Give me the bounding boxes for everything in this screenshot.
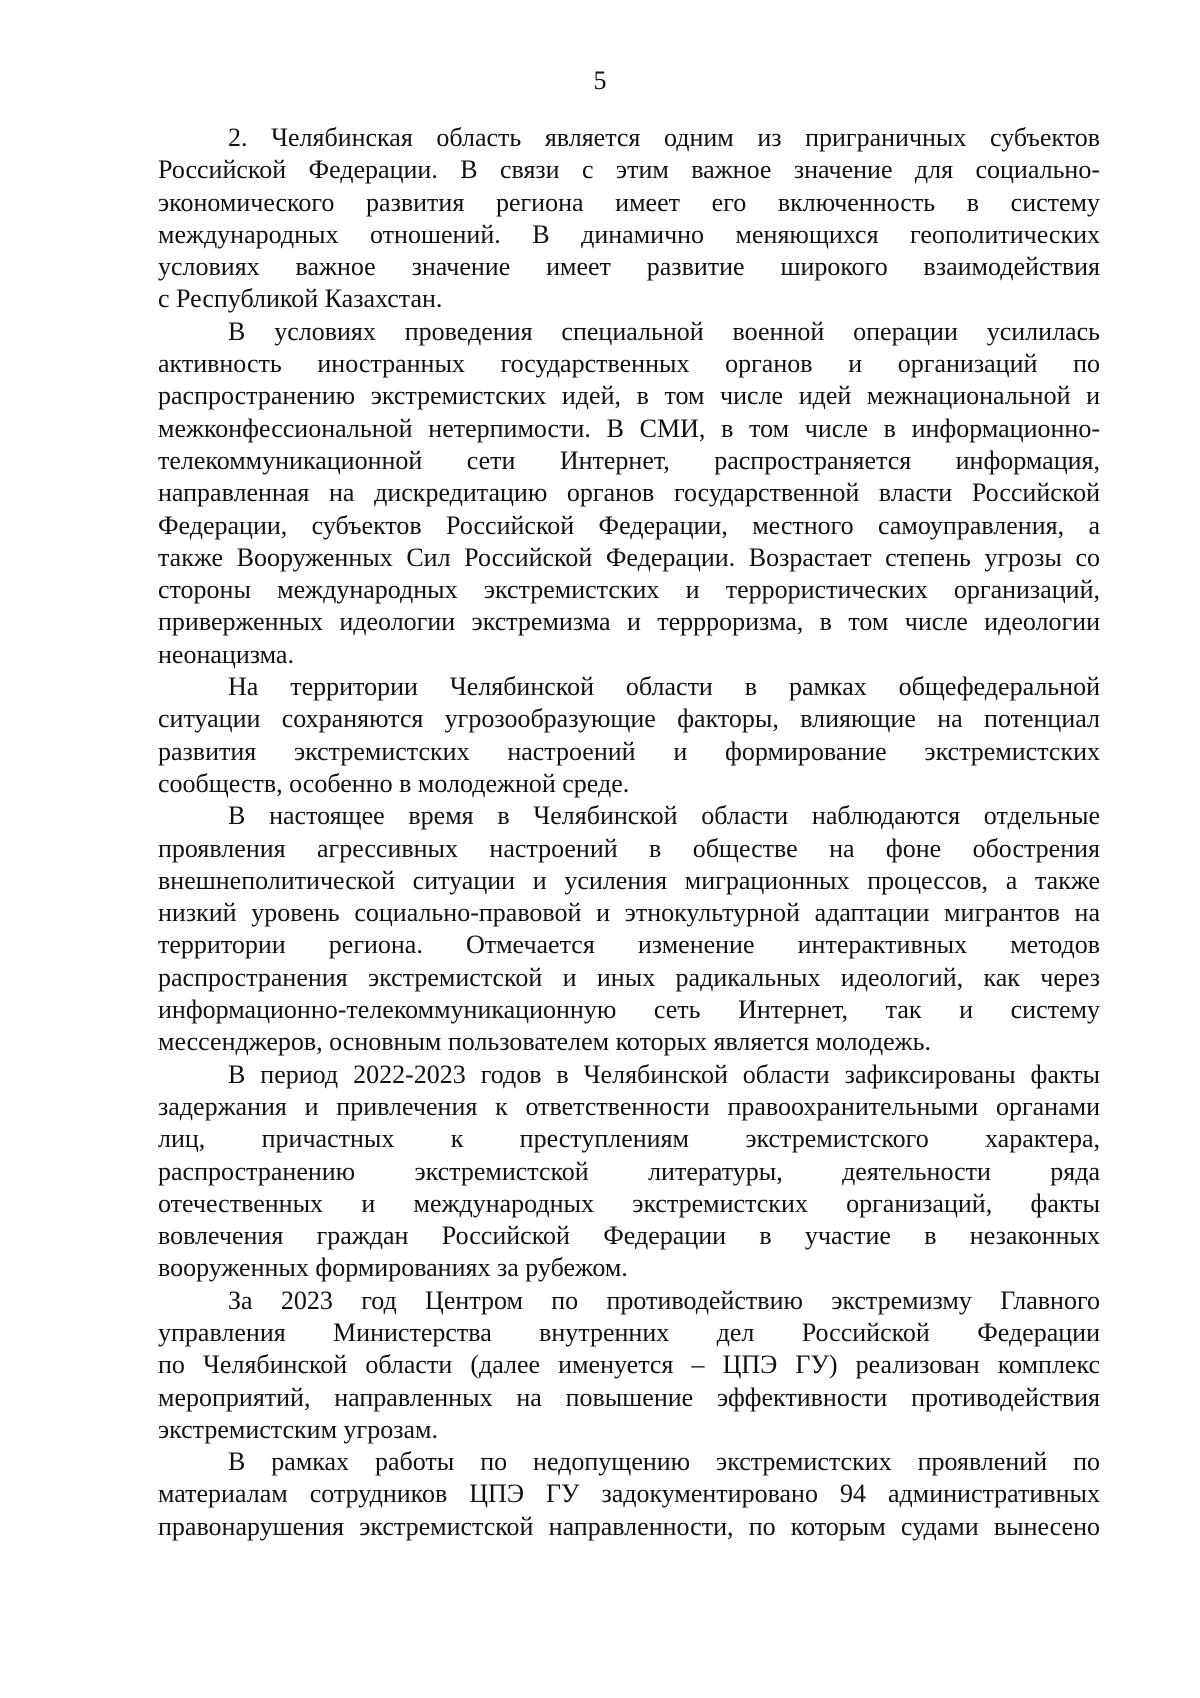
text-line: отечественных и международных экстремистских организаций, факты	[158, 1188, 1100, 1218]
text-line: В условиях проведения специальной военной операции усилилась	[228, 316, 1100, 346]
text-line: правонарушения экстремистской направленности, по которым судами вынесено	[158, 1511, 1100, 1541]
text-line: лиц, причастных к преступлениям экстремистского характера,	[158, 1124, 1100, 1154]
text-line: низкий уровень социально-правовой и этнокультурной адаптации мигрантов на	[158, 898, 1100, 928]
text-line: стороны международных экстремистских и террористических организаций,	[158, 575, 1100, 605]
text-line: условиях важное значение имеет развитие широкого взаимодействия	[158, 252, 1100, 282]
text-line: управления Министерства внутренних дел Российской Федерации	[158, 1317, 1100, 1347]
text-line: распространения экстремистской и иных радикальных идеологий, как через	[158, 962, 1100, 992]
text-line: В рамках работы по недопущению экстремистских проявлений по	[228, 1447, 1100, 1477]
paragraph	[158, 122, 1100, 316]
text-line: сообществ, особенно в молодежной среде.	[158, 768, 630, 798]
text-line: экстремистским угрозам.	[158, 1414, 438, 1444]
text-line: задержания и привлечения к ответственности правоохранительными органами	[158, 1091, 1100, 1121]
text-line: неонацизма.	[158, 639, 294, 669]
text-line: внешнеполитической ситуации и усиления миграционных процессов, а также	[158, 865, 1100, 895]
text-line: проявления агрессивных настроений в обществе на фоне обострения	[158, 833, 1100, 863]
text-line: по Челябинской области (далее именуется – ЦПЭ ГУ) реализован комплекс	[158, 1350, 1100, 1380]
text-line: международных отношений. В динамично меняющихся геополитических	[158, 219, 1100, 249]
text-line: с Республикой Казахстан.	[158, 284, 443, 314]
text-line: вооруженных формированиях за рубежом.	[158, 1253, 628, 1283]
document-body	[158, 122, 1100, 1543]
text-line: активность иностранных государственных органов и организаций по	[158, 349, 1100, 379]
text-line: направленная на дискредитацию органов государственной власти Российской	[158, 478, 1100, 508]
text-line: мероприятий, направленных на повышение эффективности противодействия	[158, 1382, 1100, 1412]
text-line: В период 2022-2023 годов в Челябинской области зафиксированы факты	[228, 1059, 1100, 1089]
text-line: материалам сотрудников ЦПЭ ГУ задокументировано 94 административных	[158, 1479, 1100, 1509]
text-line: В настоящее время в Челябинской области наблюдаются отдельные	[228, 801, 1100, 831]
text-line: развития экстремистских настроений и формирование экстремистских	[158, 736, 1100, 766]
text-line: На территории Челябинской области в рамках общефедеральной	[228, 672, 1100, 702]
text-line: распространению экстремистских идей, в том числе идей межнациональной и	[158, 381, 1100, 411]
paragraph	[158, 1446, 1100, 1543]
paragraph	[158, 671, 1100, 800]
text-line: информационно-телекоммуникационную сеть Интернет, так и систему	[158, 995, 1100, 1025]
paragraph	[158, 800, 1100, 1058]
text-line: За 2023 год Центром по противодействию экстремизму Главного	[228, 1285, 1100, 1315]
text-line: Российской Федерации. В связи с этим важное значение для социально-	[158, 155, 1100, 185]
text-line: ситуации сохраняются угрозообразующие факторы, влияющие на потенциал	[158, 704, 1100, 734]
text-line: межконфессиональной нетерпимости. В СМИ, в том числе в информационно-	[158, 413, 1100, 443]
text-line: телекоммуникационной сети Интернет, распространяется информация,	[158, 445, 1100, 475]
paragraph	[158, 1285, 1100, 1446]
text-line: Федерации, субъектов Российской Федерации, местного самоуправления, а	[158, 510, 1100, 540]
text-line: мессенджеров, основным пользователем которых является молодежь.	[158, 1027, 931, 1057]
text-line: также Вооруженных Сил Российской Федерации. Возрастает степень угрозы со	[158, 542, 1100, 572]
text-line: приверженных идеологии экстремизма и террроризма, в том числе идеологии	[158, 607, 1100, 637]
page-number: 5	[593, 66, 607, 95]
text-line: экономического развития региона имеет его включенность в систему	[158, 187, 1100, 217]
text-line: территории региона. Отмечается изменение интерактивных методов	[158, 930, 1100, 960]
text-line: 2. Челябинская область является одним из приграничных субъектов	[228, 123, 1100, 152]
paragraph	[158, 1059, 1100, 1285]
paragraph	[158, 316, 1100, 671]
text-line: вовлечения граждан Российской Федерации в участие в незаконных	[158, 1221, 1100, 1251]
text-line: распространению экстремистской литературы, деятельности ряда	[158, 1156, 1100, 1186]
